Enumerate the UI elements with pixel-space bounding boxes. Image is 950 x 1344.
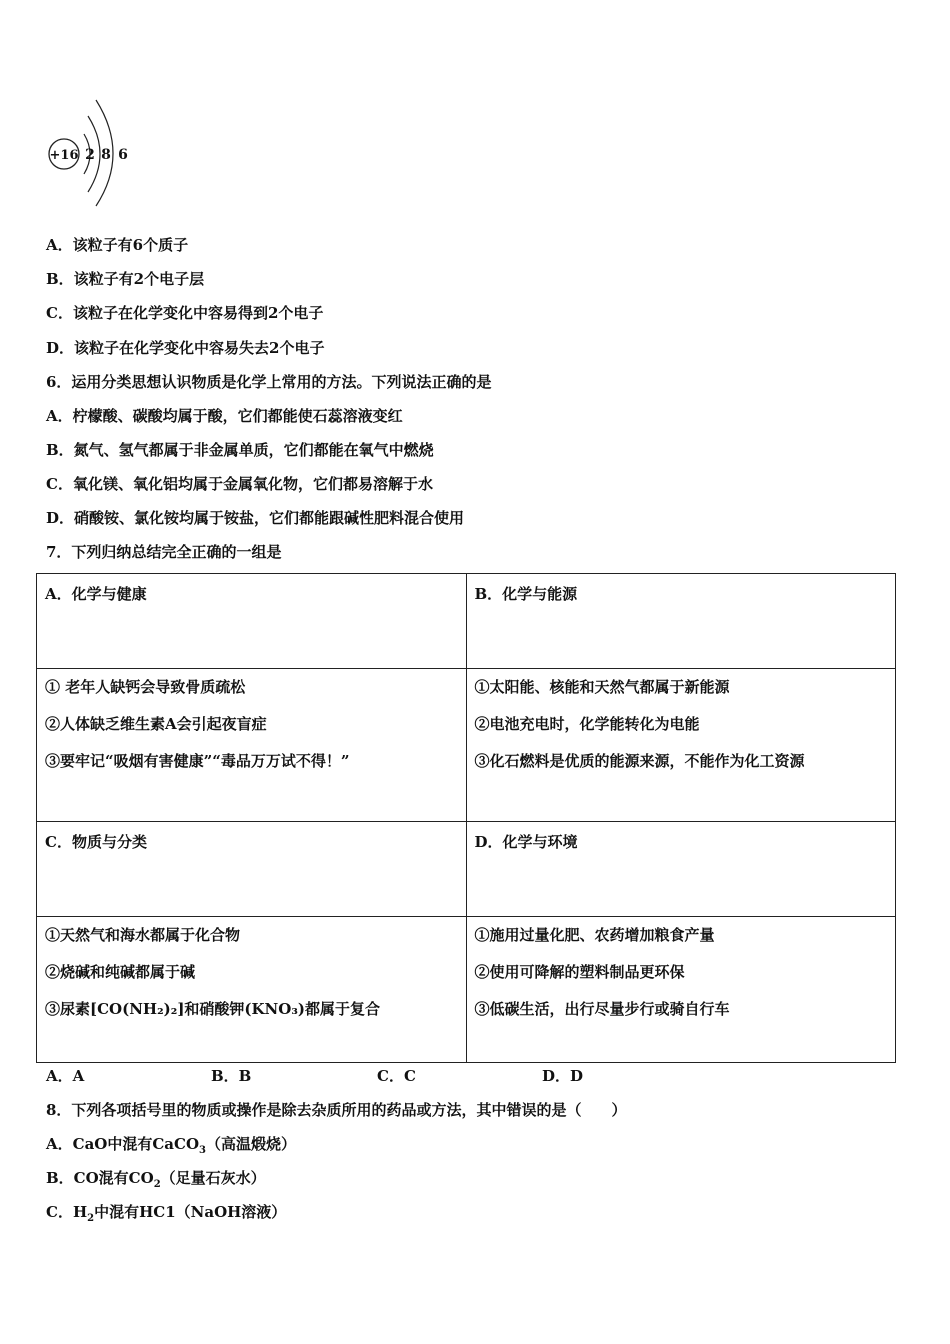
a-item-3: ③要牢记“吸烟有害健康”“毒品万万试不得！” <box>45 752 350 770</box>
b-item-3: ③化石燃料是优质的能源来源，不能作为化工资源 <box>474 752 805 770</box>
b-item-1: ①太阳能、核能和天然气都属于新能源 <box>474 678 730 696</box>
q5-option-c: C．该粒子在化学变化中容易得到2个电子 <box>46 304 324 322</box>
q5-option-d: D．该粒子在化学变化中容易失去2个电子 <box>46 339 325 357</box>
cell-d-items <box>466 917 896 1063</box>
q6-stem: 6．运用分类思想认识物质是化学上常用的方法。下列说法正确的是 <box>46 373 492 391</box>
cell-d-title: D．化学与环境 <box>466 822 896 917</box>
q5-option-a: A．该粒子有6个质子 <box>46 236 189 254</box>
q8-option-b: B．CO混有$CO_2$（足量石灰水） <box>46 1169 266 1190</box>
d-item-1: ①施用过量化肥、农药增加粮食产量 <box>474 926 715 944</box>
nucleus-charge: +16 <box>49 148 79 163</box>
q8-option-c: C．$H_2$中混有HC1（NaOH溶液） <box>46 1203 287 1224</box>
c-item-1: ①天然气和海水都属于化合物 <box>45 926 241 944</box>
atom-structure-diagram <box>44 96 144 208</box>
cell-a-title: A．化学与健康 <box>37 574 467 669</box>
q7-summary-table <box>36 573 896 1063</box>
a-item-1: ① 老年人缺钙会导致骨质疏松 <box>45 678 246 696</box>
q8-option-a: A．CaO中混有CaCO$_3$（高温煅烧） <box>46 1135 297 1156</box>
q7-answer-d: D．D <box>542 1067 584 1085</box>
cell-b-items <box>466 669 896 822</box>
a-item-2: ②人体缺乏维生素A会引起夜盲症 <box>45 715 267 733</box>
shell-electrons-3: 6 <box>118 147 128 163</box>
q8-stem: 8．下列各项括号里的物质或操作是除去杂质所用的药品或方法，其中错误的是（ ） <box>46 1101 627 1119</box>
q5-option-b: B．该粒子有2个电子层 <box>46 270 205 288</box>
cell-b-title: B．化学与能源 <box>466 574 896 669</box>
q6-option-d: D．硝酸铵、氯化铵均属于铵盐，它们都能跟碱性肥料混合使用 <box>46 509 465 527</box>
c-item-3: ③尿素[CO(NH₂)₂]和硝酸钾(KNO₃)都属于复合 <box>45 1000 380 1018</box>
q6-option-a: A．柠檬酸、碳酸均属于酸，它们都能使石蕊溶液变红 <box>46 407 403 425</box>
cell-c-title: C．物质与分类 <box>37 822 467 917</box>
q7-stem: 7．下列归纳总结完全正确的一组是 <box>46 543 282 561</box>
d-item-3: ③低碳生活，出行尽量步行或骑自行车 <box>474 1000 730 1018</box>
q6-option-b: B．氮气、氢气都属于非金属单质，它们都能在氧气中燃烧 <box>46 441 434 459</box>
q7-answer-c: C．C <box>377 1067 416 1085</box>
b-item-2: ②电池充电时，化学能转化为电能 <box>474 715 700 733</box>
cell-c-items <box>37 917 467 1063</box>
shell-electrons-1: 2 <box>85 147 95 163</box>
c-item-2: ②烧碱和纯碱都属于碱 <box>45 963 196 981</box>
q7-answer-b: B．B <box>211 1067 252 1085</box>
cell-a-items <box>37 669 467 822</box>
q7-answer-a: A．A <box>46 1067 85 1085</box>
d-item-2: ②使用可降解的塑料制品更环保 <box>474 963 685 981</box>
q6-option-c: C．氧化镁、氧化铝均属于金属氧化物，它们都易溶解于水 <box>46 475 433 493</box>
shell-electrons-2: 8 <box>101 147 111 163</box>
